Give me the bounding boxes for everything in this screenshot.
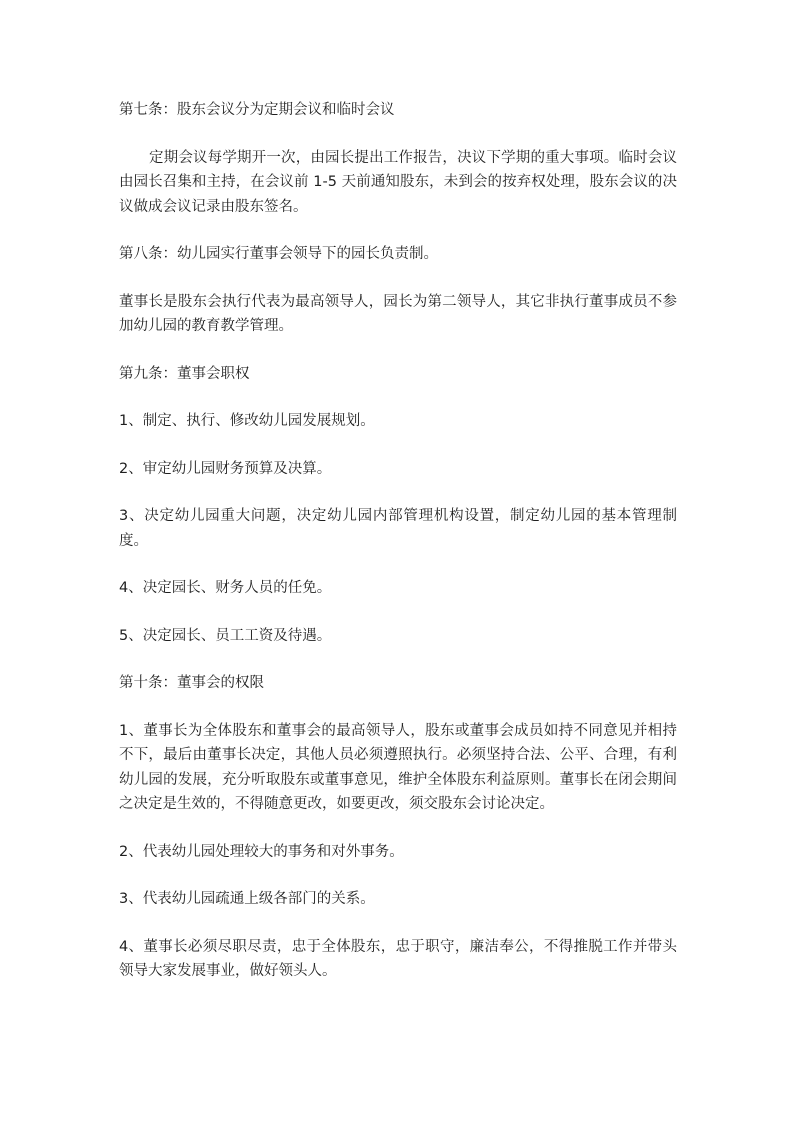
article-9-item-2: 2、审定幼儿园财务预算及决算。 xyxy=(119,460,332,477)
article-7-body: 定期会议每学期开一次，由园长提出工作报告，决议下学期的重大事项。临时会议由园长召集和主持，在会议前 1-5 天前通知股东，未到会的按弃权处理，股东会议的决议做成会议记录由股东签名。 xyxy=(119,149,677,215)
article-8-body: 董事长是股东会执行代表为最高领导人，园长为第二领导人，其它非执行董事成员不参加幼儿园的教育教学管理。 xyxy=(119,293,677,334)
article-10-item-4: 4、董事长必须尽职尽责，忠于全体股东，忠于职守，廉洁奉公，不得推脱工作并带头领导大家发展事业，做好领头人。 xyxy=(119,938,677,979)
document-body xyxy=(119,98,677,1007)
article-9-item-4: 4、决定园长、财务人员的任免。 xyxy=(119,580,332,596)
article-7-heading: 第七条：股东会议分为定期会议和临时会议 xyxy=(119,102,395,118)
article-10-item-2: 2、代表幼儿园处理较大的事务和对外事务。 xyxy=(119,843,404,860)
article-8-heading: 第八条：幼儿园实行董事会领导下的园长负责制。 xyxy=(119,246,438,262)
article-10-item-3: 3、代表幼儿园疏通上级各部门的关系。 xyxy=(119,891,375,907)
article-9-heading: 第九条：董事会职权 xyxy=(119,365,250,382)
article-9-item-3: 3、决定幼儿园重大问题，决定幼儿园内部管理机构设置，制定幼儿园的基本管理制度。 xyxy=(119,508,677,549)
article-10-item-1: 1、董事长为全体股东和董事会的最高领导人，股东或董事会成员如持不同意见并相持不下，最后由董事长决定，其他人员必须遵照执行。必须坚持合法、公平、合理，有利幼儿园的发展，充分听取股东或董事意见，维护全体股东利益原则。董事长在闭会期间之决定是生效的，不得随意更改，如要更改，须交股东会讨论决定。 xyxy=(119,722,677,812)
article-9-item-5: 5、决定园长、员工工资及待遇。 xyxy=(119,627,332,644)
article-9-item-1: 1、制定、执行、修改幼儿园发展规划。 xyxy=(119,413,375,429)
article-10-heading: 第十条：董事会的权限 xyxy=(119,675,264,691)
